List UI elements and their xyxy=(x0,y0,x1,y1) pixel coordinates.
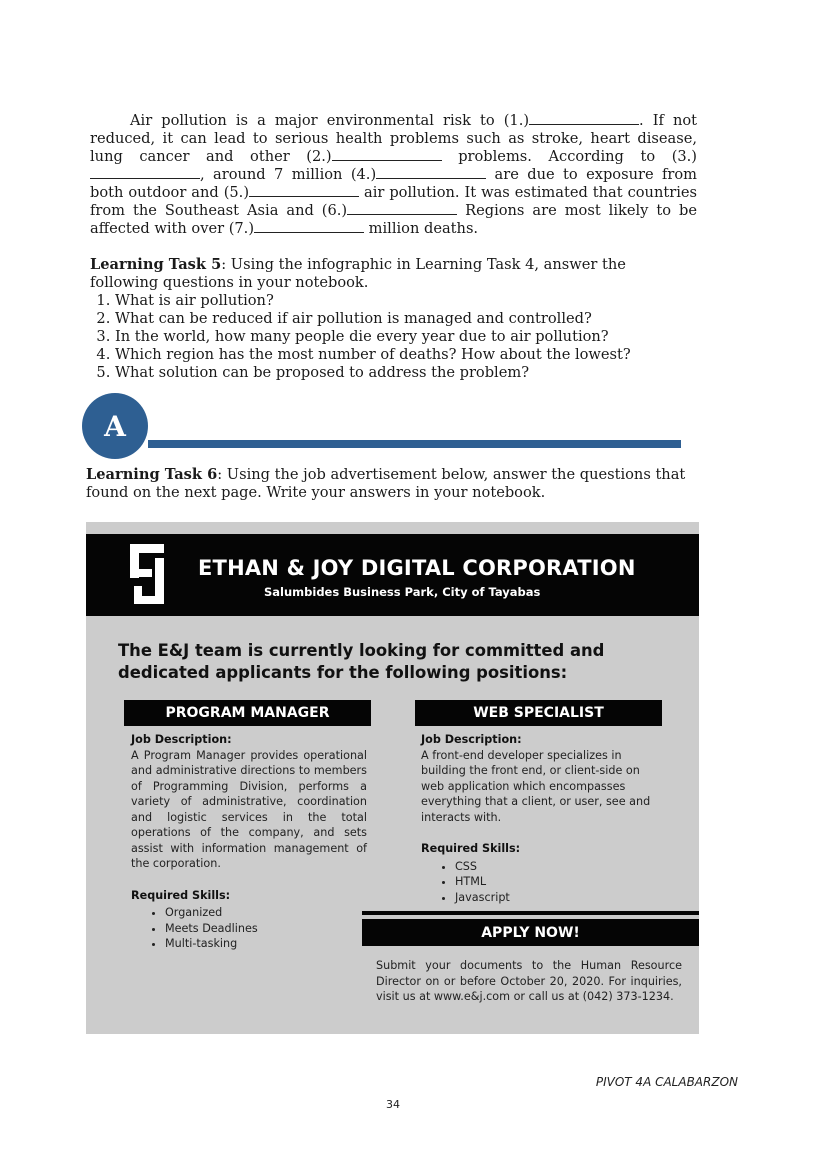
air-pollution-paragraph xyxy=(90,112,697,238)
company-name: ETHAN & JOY DIGITAL CORPORATION xyxy=(198,556,636,580)
position-title-web-specialist: WEB SPECIALIST xyxy=(415,700,662,726)
ad-intro: The E&J team is currently looking for committed and dedicated applicants for the following positions: xyxy=(118,641,605,682)
task6-text: : Using the job advertisement below, answer the questions that found on the next page. Write your answers in your notebook. xyxy=(86,466,686,501)
job-advertisement xyxy=(86,522,699,1034)
apply-now-banner: APPLY NOW! xyxy=(362,919,699,946)
task5-instructions xyxy=(90,256,697,292)
paragraph-text-1: Air pollution is a major environmental risk to (1.) xyxy=(130,112,530,129)
job-description-label: Job Description: xyxy=(131,733,232,746)
footer-label: PIVOT 4A CALABARZON xyxy=(595,1075,738,1089)
blank-6 xyxy=(347,202,457,215)
ad-header xyxy=(86,534,699,616)
question-item: 3. In the world, how many people die every year due to air pollution? xyxy=(115,328,697,346)
ej-logo-icon xyxy=(128,542,166,608)
paragraph-text-4: , around 7 million (4.) xyxy=(200,166,377,183)
company-location: Salumbides Business Park, City of Tayabas xyxy=(264,585,541,599)
blank-1 xyxy=(529,112,639,125)
task6-label: Learning Task 6 xyxy=(86,466,218,483)
blank-5 xyxy=(249,184,359,197)
job-description: A Program Manager provides operational and administrative directions to members of Programming Division, performs a variety of administrative, coordination and logistic services in the total operations of the company, and sets assist with information management of the corporation. xyxy=(131,748,367,870)
paragraph-text-5: are due to exposure from both outdoor and (5.) xyxy=(90,166,697,201)
paragraph-text-8: million deaths. xyxy=(364,220,479,237)
paragraph-text-3: problems. According to (3.) xyxy=(441,148,698,165)
question-item: 2. What can be reduced if air pollution is managed and controlled? xyxy=(115,310,697,328)
apply-divider xyxy=(362,911,699,915)
skill-item: • HTML xyxy=(455,874,657,890)
submission-instructions: Submit your documents to the Human Resource Director on or before October 20, 2020. For inquiries, visit us at www.e&j.com or call us at (042) 373-1234. xyxy=(376,959,682,1003)
question-item: 4. Which region has the most number of deaths? How about the lowest? xyxy=(115,346,697,364)
section-badge: A xyxy=(82,393,148,459)
blank-7 xyxy=(254,220,364,233)
job-description: A front-end developer specializes in building the front end, or client-side on web application which encompasses everything that a client, or user, see and interacts with. xyxy=(421,748,651,824)
program-manager-details xyxy=(131,732,367,952)
question-item: 1. What is air pollution? xyxy=(115,292,697,310)
paragraph-text-7: Regions are most likely to be affected with over (7.) xyxy=(90,202,697,237)
learning-task-6 xyxy=(86,466,698,502)
task5-question-list xyxy=(90,292,697,382)
paragraph-text-2: . If not reduced, it can lead to serious health problems such as stroke, heart disease, lung cancer and other (2.) xyxy=(90,112,697,165)
skill-item: • Organized xyxy=(165,905,367,921)
blank-2 xyxy=(332,148,442,161)
position-title-program-manager: PROGRAM MANAGER xyxy=(124,700,371,726)
skill-item: • CSS xyxy=(455,859,657,875)
required-skills-label: Required Skills: xyxy=(131,888,231,902)
question-item: 5. What solution can be proposed to address the problem? xyxy=(115,364,697,382)
job-description-label: Job Description: xyxy=(421,733,522,746)
skill-item: • Javascript xyxy=(455,890,657,906)
page-number: 34 xyxy=(386,1098,400,1111)
skill-item: • Multi-tasking xyxy=(165,936,367,952)
skill-item: • Meets Deadlines xyxy=(165,921,367,937)
blank-3 xyxy=(90,166,200,179)
task5-label: Learning Task 5 xyxy=(90,256,222,273)
web-specialist-details xyxy=(421,732,657,905)
learning-task-5 xyxy=(90,256,697,382)
required-skills-label: Required Skills: xyxy=(421,842,521,855)
task5-text: : Using the infographic in Learning Task 4, answer the following questions in your notebook. xyxy=(90,256,626,291)
skills-list xyxy=(131,905,367,952)
blank-4 xyxy=(376,166,486,179)
paragraph-text-6: air pollution. It was estimated that countries from the Southeast Asia and (6.) xyxy=(90,184,697,219)
skills-list xyxy=(421,859,657,906)
section-divider xyxy=(148,440,681,448)
